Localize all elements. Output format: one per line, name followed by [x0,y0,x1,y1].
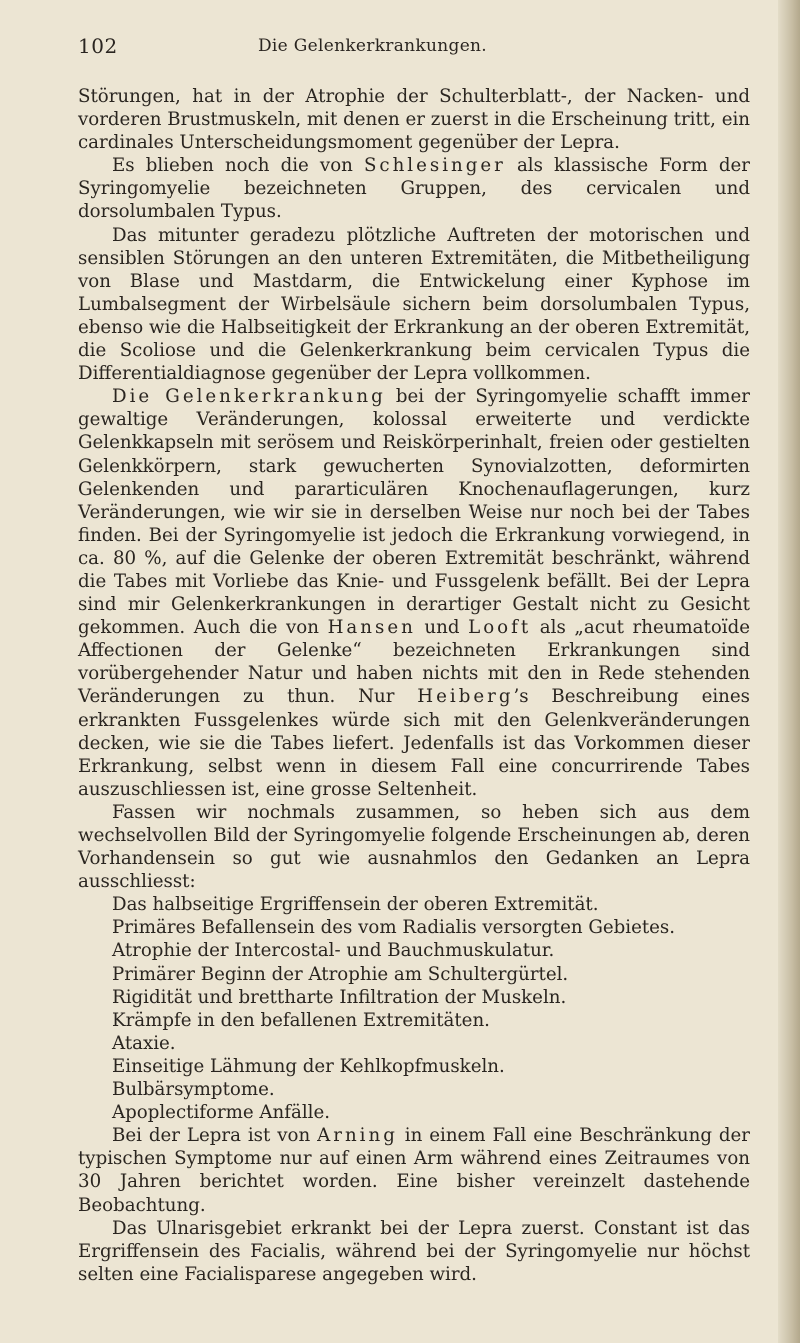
list-item: Ataxie. [112,1032,176,1054]
list-item: Bulbärsymptome. [112,1079,275,1101]
list-item: Apoplectiforme Anfälle. [112,1102,331,1124]
author-name-looft: Looft [468,617,532,639]
author-name-heiberg: Heiberg [417,686,514,708]
paragraph-2-a: Es blieben noch die von [112,155,364,177]
term-gelenkerkrankung: Die Gelenkerkrankung [112,386,386,408]
paragraph-1: Störungen, hat in der Atrophie der Schulterblatt-, der Nacken- und vorderen Brustmuskeln, mit denen er zuerst in die Erscheinung tritt, ein cardinales Unterscheidungsmoment gegenüber der Lepra. [78,86,750,154]
list-item: Rigidität und bretthartе Infiltration der Muskeln. [112,986,567,1008]
paragraph-6 [78,1124,750,1216]
paragraph-3: Das mitunter geradezu plötzliche Auftreten der motorischen und sensiblen Störungen an den unteren Extremitäten, die Mitbetheiligung von Blase und Mastdarm, die Entwickelung einer Kyphose im Lumbalsegment der Wirbelsäule sichern beim dorsolumbalen Typus, ebenso wie die Halbseitigkeit der Erkrankung an der oberen Extremität, die Scoliose und die Gelenkerkrankung beim cervicalen Typus die Differentialdiagnose gegenüber der Lepra vollkommen. [78,224,750,385]
page-number: 102 [78,34,118,58]
paragraph-7: Das Ulnarisgebiet erkrankt bei der Lepra zuerst. Constant ist das Ergriffensein des Facialis, während bei der Syringomyelie nur höchst selten eine Facialisparese angegeben wird. [78,1217,750,1285]
author-name-schlesinger: Schlesinger [363,155,506,177]
paragraph-4-a: bei der Syringomyelie schafft immer gewaltige Veränderungen, kolossal erweiterte und verdickte Gelenkkapseln mit serösem und Reiskörperinhalt, freien oder gestielten Gelenkkörpern, stark gewucherten Synovialzotten, deformirten Gelenkenden und pararticulären Knochenauflagerungen, kurz Veränderungen, wie wir sie in derselben Weise nur noch bei der Tabes finden. Bei der Syringomyelie ist jedoch die Erkrankung vorwiegend, in ca. 80 %, auf die Gelenke der oberen Extremität beschränkt, während die Tabes mit Vorliebe das Knie- und Fussgelenk befällt. Bei der Lepra sind mir Gelenkerkrankungen in derartiger Gestalt nicht zu Gesicht gekommen. Auch die von [78,386,750,639]
paragraph-4 [78,385,750,801]
paragraph-6-a: Bei der Lepra ist von [112,1125,318,1147]
list-item: Einseitige Lähmung der Kehlkopfmuskeln. [112,1055,505,1077]
body-text [78,85,750,1286]
paragraph-2-b: als klassische Form der Syringomyelie bezeichneten Gruppen, des cervicalen und dorsolumbalen Typus. [78,155,750,223]
running-head: Die Gelenkerkrankungen. [258,36,488,56]
paragraph-4-b: und [415,617,469,639]
paragraph-2 [78,154,750,223]
author-name-arning: Arning [317,1125,398,1147]
paragraph-5: Fassen wir nochmals zusammen, so heben sich aus dem wechselvollen Bild der Syringomyelie folgende Erscheinungen ab, deren Vorhandensein so gut wie ausnahmlos den Gedanken an Lepra ausschliesst: [78,801,750,893]
list-item: Krämpfe in den befallenen Extremitäten. [112,1009,490,1031]
paragraph-4-d: ’s Beschreibung eines erkrankten Fussgelenkes würde sich mit den Gelenkveränderungen decken, wie sie die Tabes liefert. Jedenfalls ist das Vorkommen dieser Erkrankung, selbst wenn in diesem Fall eine concurrirende Tabes auszuschliessen ist, eine grosse Seltenheit. [78,686,750,800]
page-header [78,34,748,62]
author-name-hansen: Hansen [327,617,416,639]
paragraph-4-c: als „acut rheumatoïde Affectionen der Gelenke“ bezeichneten Erkrankungen sind vorübergehender Natur und haben nichts mit den in Rede stehenden Veränderungen zu thun. Nur [78,617,750,708]
paragraph-6-b: in einem Fall eine Beschränkung der typischen Symptome nur auf einen Arm während eines Zeitraumes von 30 Jahren berichtet worden. Eine bisher vereinzelt dastehende Beobachtung. [78,1125,750,1216]
list-item: Primäres Befallensein des vom Radialis versorgten Gebietes. [112,917,676,939]
list-item: Primärer Beginn der Atrophie am Schultergürtel. [112,963,569,985]
list-item: Atrophie der Intercostal- und Bauchmuskulatur. [112,940,555,962]
list-item: Das halbseitige Ergriffensein der oberen Extremität. [112,894,599,916]
symptom-list [78,893,750,1124]
page-edge [778,0,800,1343]
